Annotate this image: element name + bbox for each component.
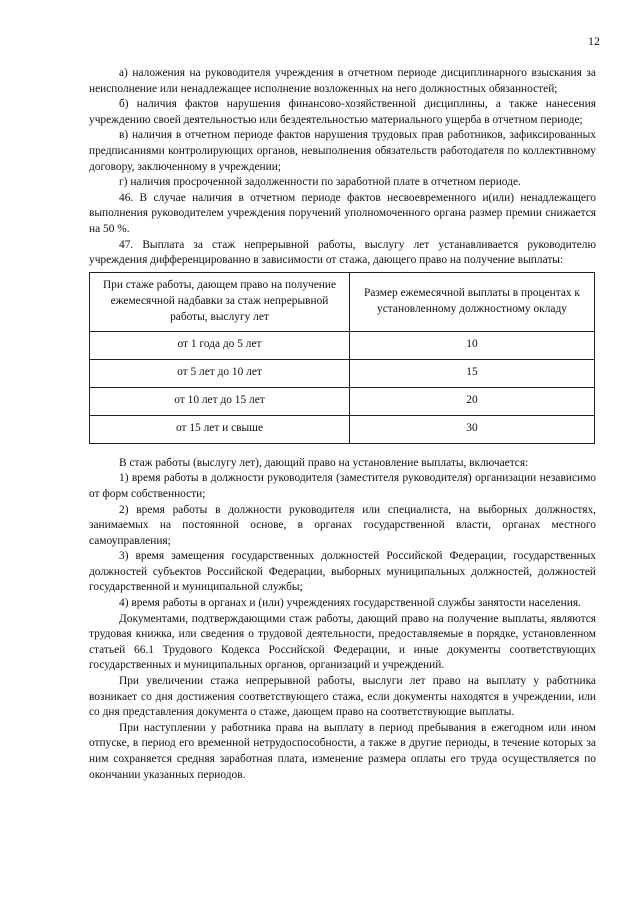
document-body xyxy=(89,66,596,783)
paragraph-g: г) наличия просроченной задолженности по заработной плате в отчетном периоде. xyxy=(119,176,521,189)
table-cell-seniority: от 15 лет и свыше xyxy=(90,415,350,443)
paragraph-item-3: 3) время замещения государственных должностей Российской Федерации, государственных должностей субъектов Российской Федерации, выборных муниципальных должностей, должностей государственной и муниципальной службы; xyxy=(89,550,596,594)
page-number: 12 xyxy=(588,34,600,48)
paragraph-a: а) наложения на руководителя учреждения в отчетном периоде дисциплинарного взыскания за неисполнение или ненадлежащее исполнение возложенных на него должностных обязанностей; xyxy=(89,67,596,95)
table-cell-percent: 10 xyxy=(350,331,595,359)
paragraph-item-4: 4) время работы в органах и (или) учреждениях государственной службы занятости населения. xyxy=(119,597,581,610)
paragraph-47: 47. Выплата за стаж непрерывной работы, выслугу лет устанавливается руководителю учреждения дифференцированно в зависимости от стажа, дающего право на получение выплаты: xyxy=(89,238,596,267)
seniority-table xyxy=(89,272,595,444)
paragraph-stazh-intro: В стаж работы (выслугу лет), дающий право на установление выплаты, включается: xyxy=(119,456,529,469)
table-cell-seniority: от 10 лет до 15 лет xyxy=(90,387,350,415)
paragraph-vacation: При наступлении у работника права на выплату в период пребывания в ежегодном или ином отпуске, в период его временной нетрудоспособности, а также в другие периоды, в течение которых за ним сохраняется средняя заработная плата, изменение размера оплаты его труда осуществляется по окончании указанных периодов. xyxy=(89,721,596,781)
paragraph-increase: При увеличении стажа непрерывной работы, выслуги лет право на выплату у работника возникает со дня достижения соответствующего стажа, если документы находятся в учреждении, или со дня представления документа о стаже, дающем право на соответствующие выплаты. xyxy=(89,675,596,719)
table-cell-seniority: от 1 года до 5 лет xyxy=(90,331,350,359)
paragraph-46: 46. В случае наличия в отчетном периоде фактов несвоевременного и(или) ненадлежащего выполнения руководителем учреждения поручений уполномоченного органа размер премии снижается на 50 %. xyxy=(89,191,596,235)
table-header-row xyxy=(90,272,595,331)
table-cell-percent: 15 xyxy=(350,359,595,387)
table-row xyxy=(90,359,595,387)
paragraph-v: в) наличия в отчетном периоде фактов нарушения трудовых прав работников, зафиксированных предписаниями контролирующих органов, невыполнения обязательств работодателя по коллективному договору, заключенному в учреждении; xyxy=(89,129,596,173)
table-header-payment: Размер ежемесячной выплаты в процентах к установленному должностному окладу xyxy=(350,272,595,331)
paragraph-item-1: 1) время работы в должности руководителя (заместителя руководителя) организации независимо от форм собственности; xyxy=(89,472,596,500)
table-row xyxy=(90,415,595,443)
table-cell-percent: 30 xyxy=(350,415,595,443)
paragraph-documents: Документами, подтверждающими стаж работы, дающий право на получение выплаты, являются трудовая книжка, или сведения о трудовой деятельности, предоставляемые в порядке, установленном статьей 66.1 Трудового Кодекса Российской Федерации, и иные документы соответствующих государственных и муниципальных органов, организаций и учреждений. xyxy=(89,612,596,672)
table-header-seniority: При стаже работы, дающем право на получение ежемесячной надбавки за стаж непрерывной работы, выслугу лет xyxy=(90,272,350,331)
table-row xyxy=(90,331,595,359)
paragraph-item-2: 2) время работы в должности руководителя или специалиста, на выборных должностях, занимаемых на постоянной основе, в органах государственной власти, органах местного самоуправления; xyxy=(89,503,596,547)
table-cell-seniority: от 5 лет до 10 лет xyxy=(90,359,350,387)
paragraph-b: б) наличия фактов нарушения финансово-хозяйственной дисциплины, а также нанесения учреждению своей деятельностью или бездеятельностью материального ущерба в отчетном периоде; xyxy=(89,98,596,126)
table-cell-percent: 20 xyxy=(350,387,595,415)
table-row xyxy=(90,387,595,415)
